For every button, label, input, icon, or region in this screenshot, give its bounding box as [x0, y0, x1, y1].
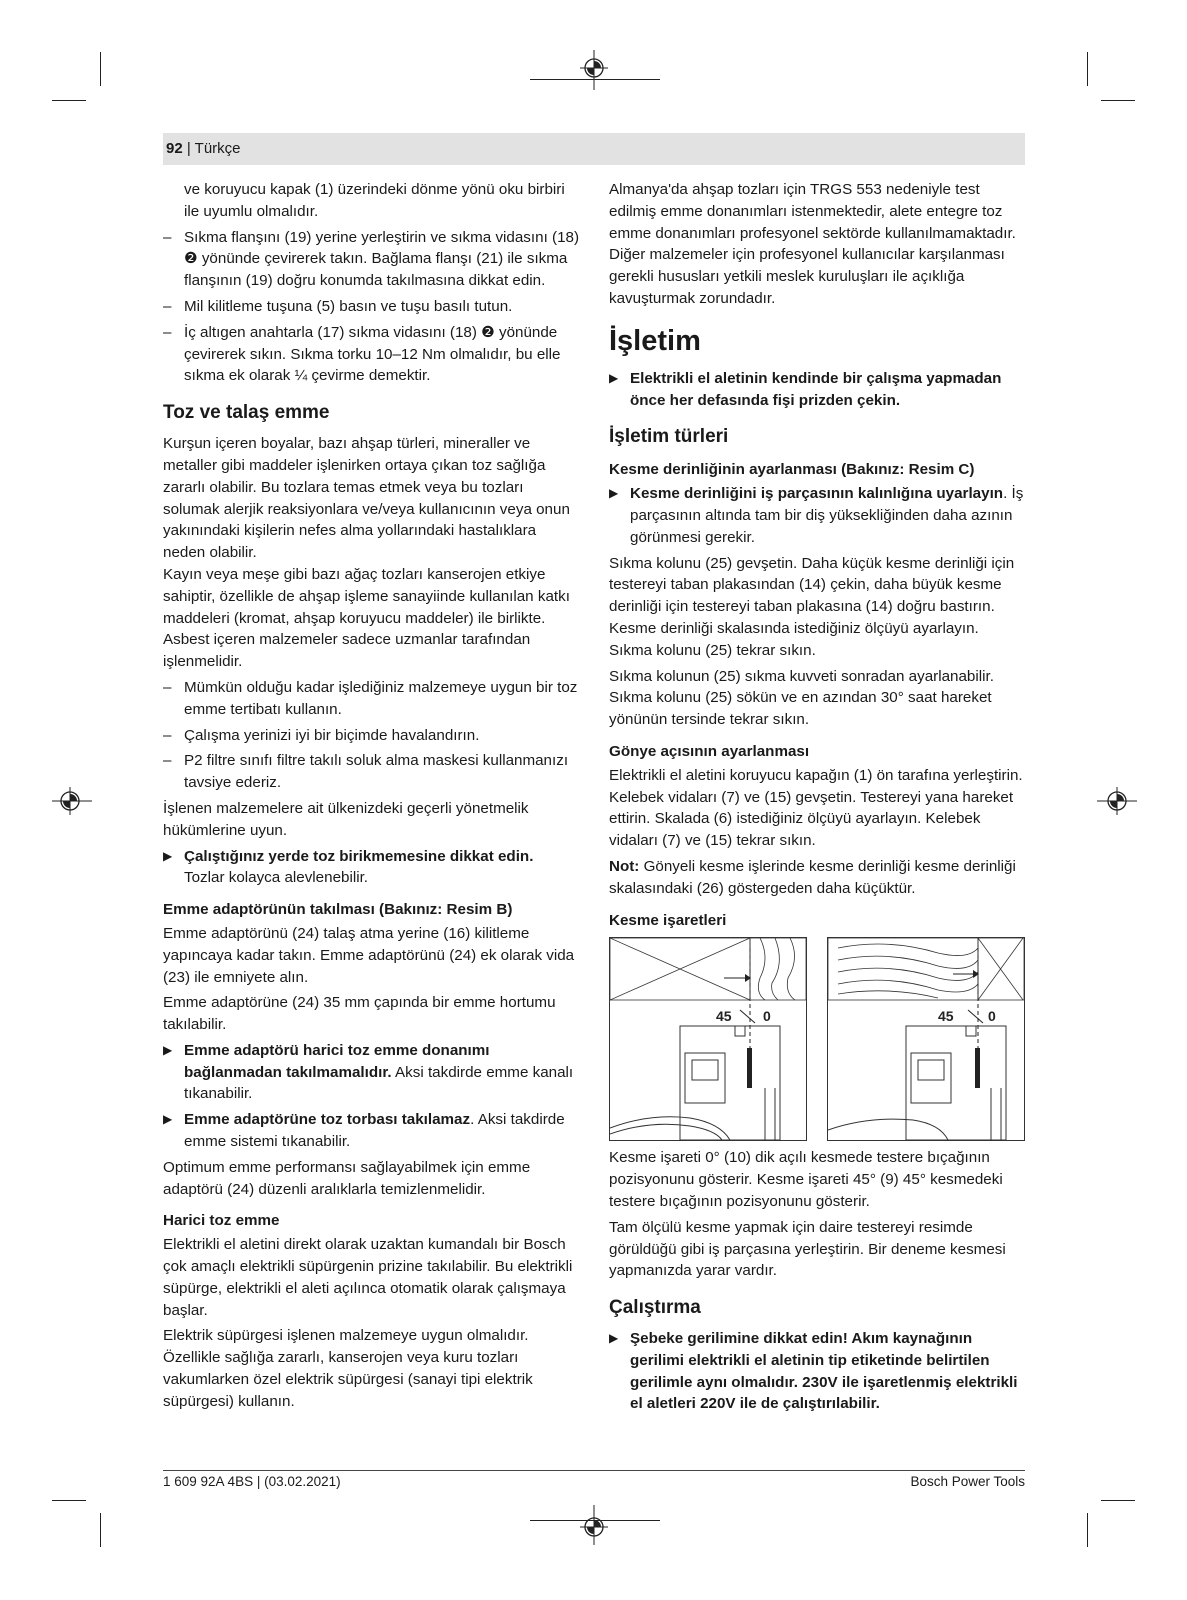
- list-item: – Çalışma yerinizi iyi bir biçimde havalandırın.: [163, 726, 480, 744]
- paragraph: Sıkma kolunun (25) sıkma kuvveti sonradan ayarlanabilir. Sıkma kolunu (25) sökün ve en azından 30° saat hareket yönünün tersinde tekrar sıkın.: [609, 667, 994, 729]
- list-item: – Mil kilitleme tuşuna (5) basın ve tuşu basılı tutun.: [163, 297, 513, 315]
- registration-mark-icon: [1097, 785, 1137, 817]
- footer-rule: [163, 1470, 1025, 1471]
- list-item: – Mümkün olduğu kadar işlediğiniz malzemeye uygun bir toz emme tertibatı kullanın.: [163, 678, 578, 718]
- paragraph: Kayın veya meşe gibi bazı ağaç tozları kanserojen etkiye sahiptir, özellikle de ahşap işleme sanayiinde kullanılan katkı maddeleri (kromat, ahşap koruyucu maddeler) ile birlikte. Asbest içeren malzemeler sadece uzmanlar tarafından işlenmelidir.: [163, 565, 570, 671]
- page-header: 92 | Türkçe: [166, 140, 241, 157]
- cutting-mark-figures: [609, 937, 1025, 1141]
- warning-item: ▶ Kesme derinliğini iş parçasının kalınlığına uyarlayın. İş parçasının altında tam bir diş yüksekliğinden daha azının görünmesi gerekir.: [609, 485, 1024, 546]
- list-item: – İç altıgen anahtarla (17) sıkma vidasını (18) ❷ yönünde çevirerek sıkın. Sıkma torku 10–12 Nm olmalıdır, bu elle sıkma ek olarak ¼ çevirme demektir.: [163, 323, 561, 385]
- paragraph: Emme adaptörünü (24) talaş atma yerine (16) kilitleme yapıncaya kadar takın. Emme adaptörünü (24) ek olarak vida (23) ile emniyete alın.: [163, 924, 575, 986]
- paragraph: Elektrikli el aletini direkt olarak uzaktan kumandalı bir Bosch çok amaçlı elektrikli süpürgenin prizine takılabilir. Bu elektrikli süpürge, elektrikli el aleti açılınca otomatik olarak çalışmaya başlar.: [163, 1236, 573, 1319]
- subsection-heading: Emme adaptörünün takılması (Bakınız: Resim B): [163, 901, 513, 919]
- warning-item: ▶ Elektrikli el aletinin kendinde bir çalışma yapmadan önce her defasında fişi prizden çekin.: [609, 369, 1002, 409]
- crop-mark: [1101, 100, 1135, 101]
- paragraph: Tam ölçülü kesme yapmak için daire testereyi resimde görüldüğü gibi iş parçasına yerleştirin. Bir deneme kesmesi yapmanızda yarar vardır.: [609, 1218, 1006, 1280]
- warning-item: ▶ Çalıştığınız yerde toz birikmemesine dikkat edin. Tozlar kolayca alevlenebilir.: [163, 847, 534, 887]
- registration-mark-icon: [52, 785, 92, 817]
- paragraph: İşlenen malzemelere ait ülkenizdeki geçerli yönetmelik hükümlerine uyun.: [163, 799, 529, 839]
- page-number: 92: [166, 140, 183, 157]
- footer-brand: Bosch Power Tools: [910, 1474, 1025, 1489]
- paragraph: Elektrik süpürgesi işlenen malzemeye uygun olmalıdır.: [163, 1327, 529, 1345]
- figure-cut-mark-45: [827, 937, 1025, 1141]
- paragraph: Kesme işareti 0° (10) dik açılı kesmede testere bıçağının pozisyonunu gösterir. Kesme işareti 45° (9) 45° kesmedeki testere bıçağının pozisyonunu gösterir.: [609, 1149, 1003, 1210]
- paragraph: Özellikle sağlığa zararlı, kanserojen veya kuru tozları vakumlarken özel elektrik süpürgesi (sanayi tipi elektrik süpürgesi) kullanın.: [163, 1349, 533, 1410]
- paragraph: Elektrikli el aletini koruyucu kapağın (1) ön tarafına yerleştirin.: [609, 766, 1023, 784]
- note-paragraph: Not: Gönyeli kesme işlerinde kesme derinliği kesme derinliği skalasındaki (26) göstergeden daha küçüktür.: [609, 857, 1016, 897]
- label-45: 45: [716, 1008, 732, 1025]
- header-bar: [163, 133, 1025, 165]
- list-item: – P2 filtre sınıfı filtre takılı soluk alma maskesi kullanmanızı tavsiye ederiz.: [163, 752, 569, 792]
- registration-mark-icon: [578, 50, 610, 90]
- figure-cut-mark-0: [609, 937, 807, 1141]
- label-0: 0: [988, 1008, 996, 1025]
- warning-item: ▶ Emme adaptörüne toz torbası takılamaz. Aksi takdirde emme sistemi tıkanabilir.: [163, 1111, 565, 1151]
- triangle-bullet-icon: ▶: [163, 1042, 173, 1057]
- paragraph: Almanya'da ahşap tozları için TRGS 553 nedeniyle test edilmiş emme donanımları istenmektedir, alete entegre toz emme donanımları profesyonel sektörde kullanılmamaktadır. Diğer malzemeler için profesyonel kullanıcılar karşılanması gerekli hususları yetkili meslek kuruluşları ile açıklığa kavuşturmak zorundadır.: [609, 181, 1016, 307]
- chapter-heading: İşletim: [609, 324, 701, 357]
- section-heading: Toz ve talaş emme: [163, 402, 330, 424]
- triangle-bullet-icon: ▶: [609, 370, 619, 385]
- list-item: – Sıkma flanşını (19) yerine yerleştirin ve sıkma vidasını (18) ❷ yönünde çevirerek takın. Bağlama flanşı (21) ile sıkma flanşının (19) doğru konumda takılmasına dikkat edin.: [163, 228, 580, 290]
- triangle-bullet-icon: ▶: [609, 486, 619, 501]
- warning-item: ▶ Şebeke gerilimine dikkat edin! Akım kaynağının gerilimi elektrikli el aletinin tip etiketinde belirtilen gerilimle aynı olmalıdır. 230V ile işaretlenmiş elektrikli el aletleri 220V ile de çalıştırılabilir.: [609, 1330, 1018, 1413]
- crop-mark: [100, 1513, 101, 1547]
- saw-cut-mark-illustration: [828, 938, 1024, 1140]
- section-heading: Çalıştırma: [609, 1297, 701, 1319]
- subsection-heading: Gönye açısının ayarlanması: [609, 742, 810, 760]
- warning-item: ▶ Emme adaptörü harici toz emme donanımı bağlanmadan takılmamalıdır. Aksi takdirde emme kanalı tıkanabilir.: [163, 1041, 574, 1103]
- registration-mark-icon: [578, 1505, 610, 1545]
- label-0: 0: [763, 1008, 771, 1025]
- footer-doc-id: 1 609 92A 4BS | (03.02.2021): [163, 1474, 341, 1489]
- paragraph: Optimum emme performansı sağlayabilmek için emme adaptörü (24) düzenli aralıklarla temizlenmelidir.: [163, 1158, 531, 1198]
- left-column: [163, 179, 581, 1417]
- triangle-bullet-icon: ▶: [163, 848, 173, 863]
- subsection-heading: Harici toz emme: [163, 1212, 280, 1230]
- paragraph: ve koruyucu kapak (1) üzerindeki dönme yönü oku birbiri ile uyumlu olmalıdır.: [184, 181, 565, 220]
- triangle-bullet-icon: ▶: [609, 1331, 619, 1346]
- crop-mark: [1101, 1500, 1135, 1501]
- paragraph: Kurşun içeren boyalar, bazı ahşap türleri, mineraller ve metaller gibi maddeler işlenirken ortaya çıkan toz sağlığa zararlı olabilir. Bu tozlara temas etmek veya bu tozları solumak alerjik reaksiyonlara ve/veya kullanıcının veya onun yakınındaki kişilerin nefes alma yollarındaki hastalıklara neden olabilir.: [163, 435, 570, 562]
- crop-mark: [52, 1500, 86, 1501]
- label-45: 45: [938, 1008, 954, 1025]
- subsection-heading: Kesme işaretleri: [609, 911, 727, 929]
- triangle-bullet-icon: ▶: [163, 1112, 173, 1127]
- crop-mark: [1087, 52, 1088, 86]
- subsection-heading: Kesme derinliğinin ayarlanması (Bakınız: Resim C): [609, 461, 975, 479]
- right-column: [609, 179, 1025, 1419]
- crop-mark: [52, 100, 86, 101]
- section-language: Türkçe: [194, 140, 241, 157]
- saw-cut-mark-illustration: [610, 938, 806, 1140]
- paragraph: Kelebek vidaları (7) ve (15) gevşetin. Testereyi yana hareket ettirin. Skalada (6) istediğiniz ölçüyü ayarlayın. Kelebek vidaları (7) ve (15) tekrar sıkın.: [609, 788, 1014, 850]
- paragraph: Sıkma kolunu (25) gevşetin. Daha küçük kesme derinliği için testereyi taban plakasından (14) çekin, daha büyük kesme derinliği için testereyi taban plakasına (14) doğru bastırın. Kesme derinliği skalasında istediğiniz ölçüyü ayarlayın. Sıkma kolunu (25) tekrar sıkın.: [609, 554, 1015, 659]
- section-heading: İşletim türleri: [609, 426, 729, 448]
- crop-mark: [100, 52, 101, 86]
- crop-mark: [1087, 1513, 1088, 1547]
- paragraph: Emme adaptörüne (24) 35 mm çapında bir emme hortumu takılabilir.: [163, 994, 556, 1034]
